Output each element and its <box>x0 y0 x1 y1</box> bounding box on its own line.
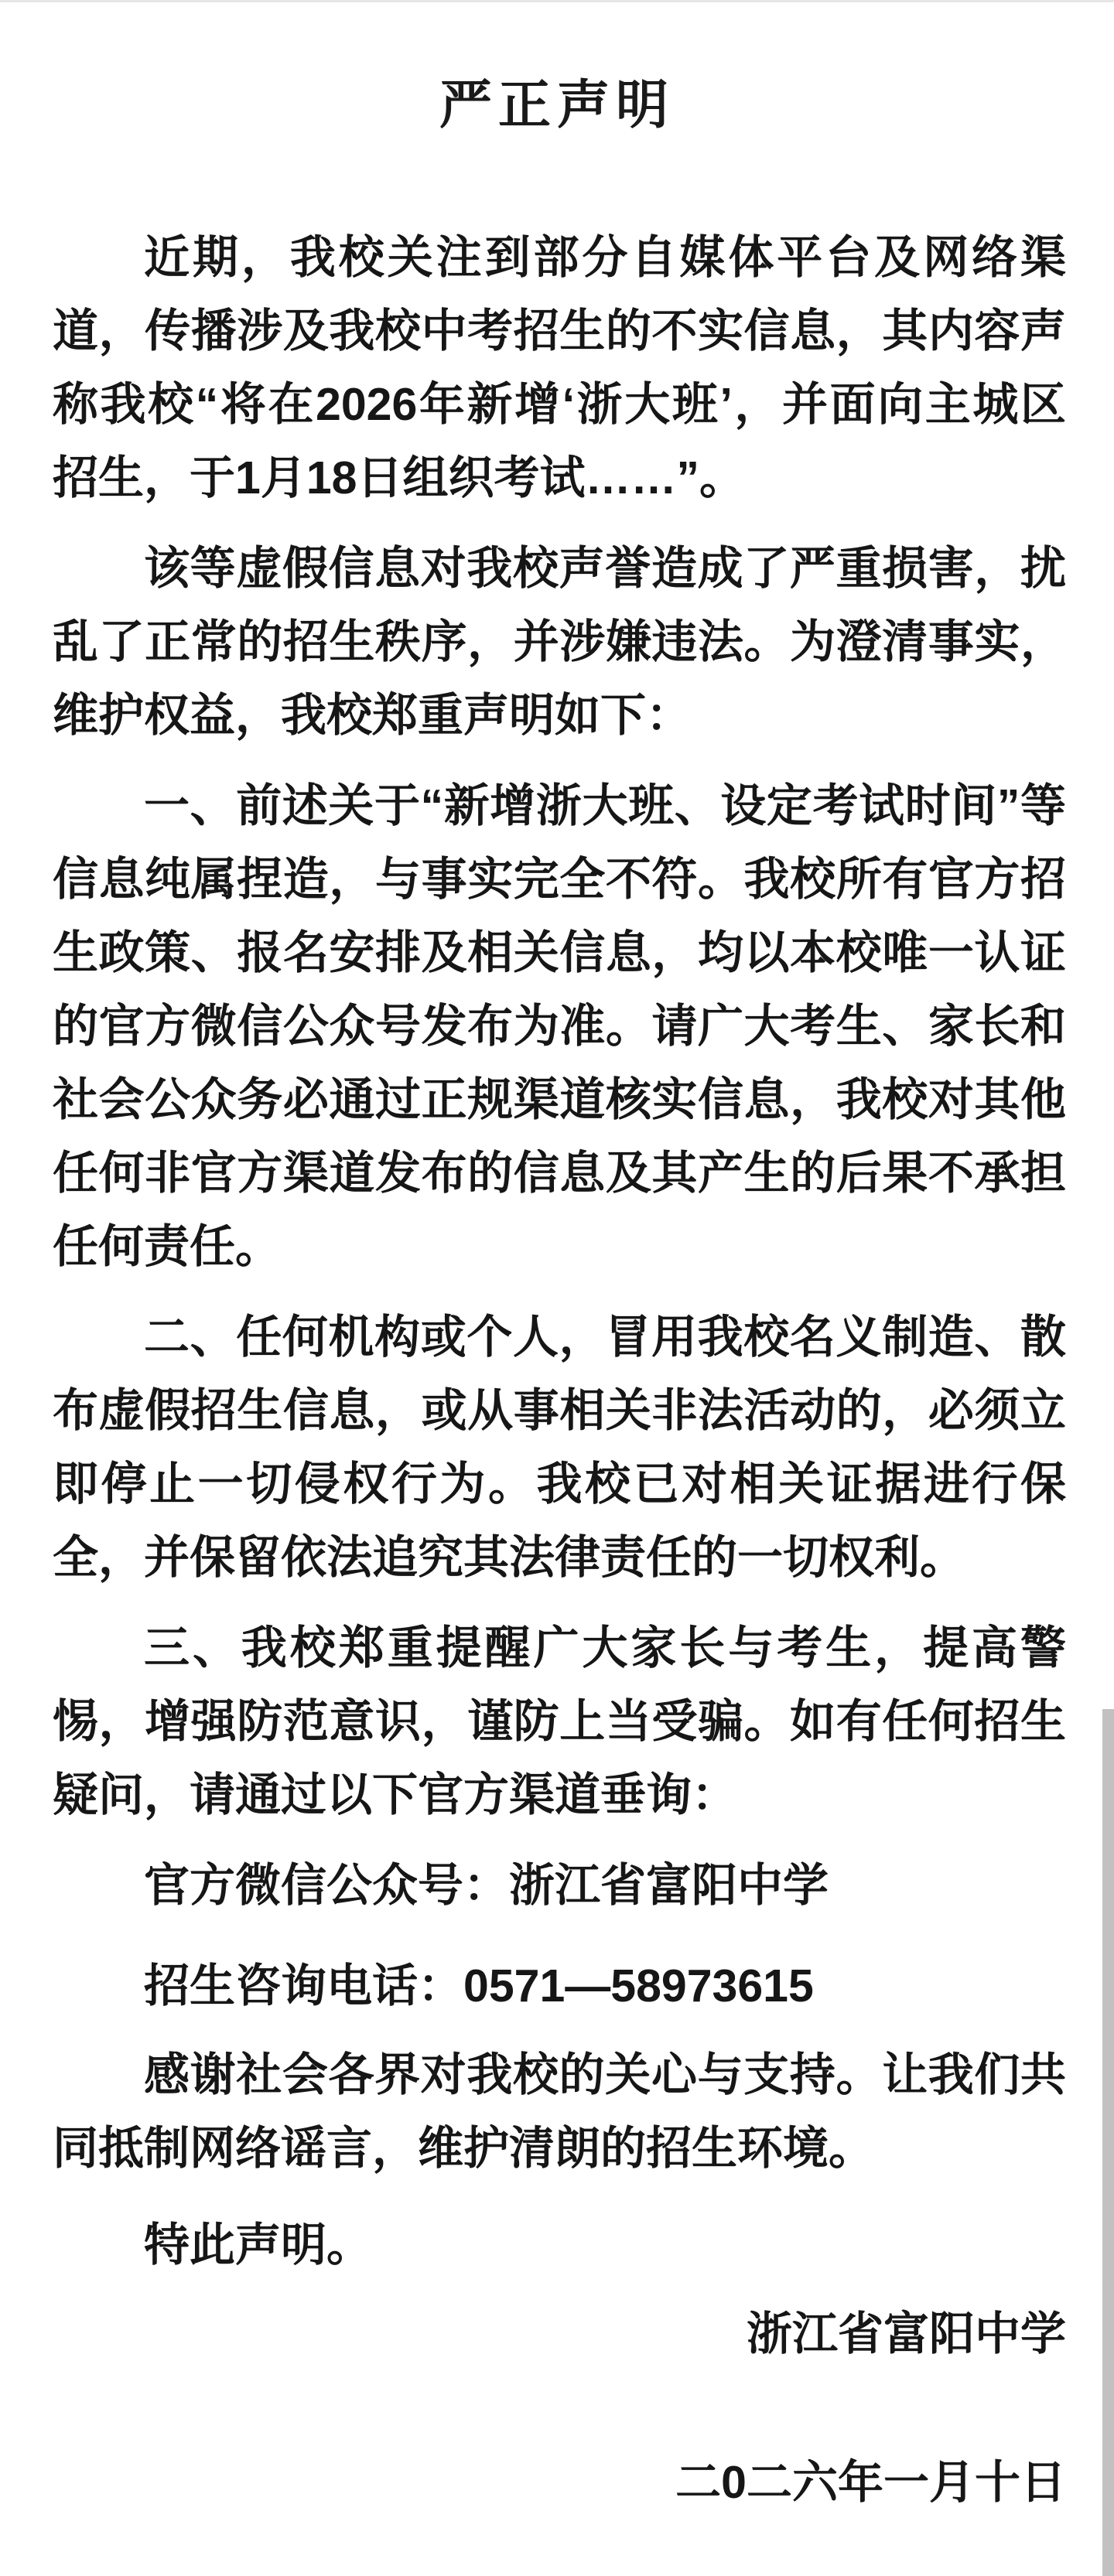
scrollbar-thumb[interactable] <box>1102 1709 1114 2576</box>
statement-body <box>0 221 1114 2520</box>
clause-three-paragraph: 三、我校郑重提醒广大家长与考生，提高警惕，增强防范意识，谨防上当受骗。如有任何招生疑问，请通过以下官方渠道垂询： <box>53 1622 1066 1820</box>
phone-channel-line: 招生咨询电话：0571—58973615 <box>144 1960 814 2011</box>
harm-paragraph: 该等虚假信息对我校声誉造成了严重损害，扰乱了正常的招生秩序，并涉嫌违法。为澄清事实，维护权益，我校郑重声明如下： <box>53 543 1066 741</box>
statement-date: 二0二六年一月十日 <box>675 2457 1066 2508</box>
closing-statement-line: 特此声明。 <box>144 2219 373 2271</box>
wechat-channel-line: 官方微信公众号：浙江省富阳中学 <box>144 1860 829 1911</box>
clause-two-paragraph: 二、任何机构或个人，冒用我校名义制造、散布虚假招生信息，或从事相关非法活动的，必须立即停止一切侵权行为。我校已对相关证据进行保全，并保留依法追究其法律责任的一切权利。 <box>53 1312 1066 1583</box>
thanks-paragraph: 感谢社会各界对我校的关心与支持。让我们共同抵制网络谣言，维护清朗的招生环境。 <box>53 2049 1066 2174</box>
intro-paragraph: 近期，我校关注到部分自媒体平台及网络渠道，传播涉及我校中考招生的不实信息，其内容声称我校“将在2026年新增‘浙大班’，并面向主城区招生，于1月18日组织考试……”。 <box>53 232 1066 503</box>
clause-one-paragraph: 一、前述关于“新增浙大班、设定考试时间”等信息纯属捏造，与事实完全不符。我校所有官方招生政策、报名安排及相关信息，均以本校唯一认证的官方微信公众号发布为准。请广大考生、家长和社会公众务必通过正规渠道核实信息，我校对其他任何非官方渠道发布的信息及其产生的后果不承担任何责任。 <box>53 780 1066 1272</box>
statement-title: 严正声明 <box>439 76 675 135</box>
top-border-line <box>0 0 1114 2</box>
school-signature: 浙江省富阳中学 <box>746 2308 1066 2359</box>
